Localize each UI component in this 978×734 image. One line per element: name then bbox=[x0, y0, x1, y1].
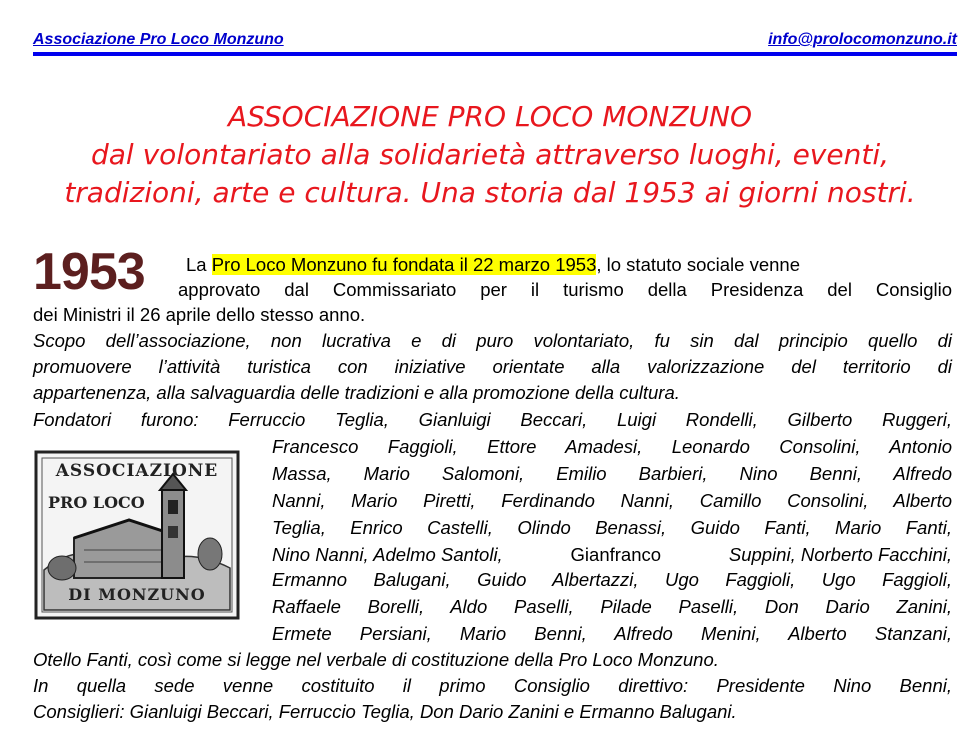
stamp-text-top: ASSOCIAZIONE bbox=[55, 461, 219, 481]
stamp-text-bottom: DI MONZUNO bbox=[68, 585, 206, 604]
founders-line-6: Nino Nanni, Adelmo Santoli, Gianfranco Suppini, Norberto Facchini, bbox=[272, 544, 952, 565]
document-title bbox=[20, 98, 960, 212]
founders-line-4: Nanni, Mario Piretti, Ferdinando Nanni, Camillo Consolini, Alberto bbox=[272, 490, 952, 511]
intro-line-2: approvato dal Commissariato per il turismo della Presidenza del Consiglio bbox=[178, 279, 952, 300]
scope-line-3: appartenenza, alla salvaguardia delle tradizioni e alla promozione della cultura. bbox=[33, 382, 680, 403]
founders-line-2: Francesco Faggioli, Ettore Amadesi, Leonardo Consolini, Antonio bbox=[272, 436, 952, 457]
founders-line-3: Massa, Mario Salomoni, Emilio Barbieri, Nino Benni, Alfredo bbox=[272, 463, 952, 484]
header-email-link[interactable]: info@prolocomonzuno.it bbox=[768, 31, 957, 48]
council-line-1: In quella sede venne costituito il primo Consiglio direttivo: Presidente Nino Benni, bbox=[33, 675, 952, 696]
founders-line-5: Teglia, Enrico Castelli, Olindo Benassi, Guido Fanti, Mario Fanti, bbox=[272, 517, 952, 538]
intro-line-1: La Pro Loco Monzuno fu fondata il 22 marzo 1953, lo statuto sociale venne bbox=[186, 254, 800, 275]
founders-line-8: Raffaele Borelli, Aldo Paselli, Pilade Paselli, Don Dario Zanini, bbox=[272, 596, 952, 617]
scope-line-1: Scopo dell’associazione, non lucrativa e di puro volontariato, fu sin dal principio quello di bbox=[33, 330, 952, 351]
year-heading: 1953 bbox=[33, 243, 145, 301]
council-line-2: Consiglieri: Gianluigi Beccari, Ferruccio Teglia, Don Dario Zanini e Ermanno Balugani. bbox=[33, 701, 737, 722]
header-org: Associazione Pro Loco Monzuno bbox=[33, 31, 284, 48]
title-line-1: ASSOCIAZIONE PRO LOCO MONZUNO bbox=[227, 100, 753, 133]
founders-line-7: Ermanno Balugani, Guido Albertazzi, Ugo Faggioli, Ugo Faggioli, bbox=[272, 569, 952, 590]
title-line-3: tradizioni, arte e cultura. Una storia dal 1953 ai giorni nostri. bbox=[64, 176, 916, 209]
stamp-text-mid: PRO LOCO bbox=[48, 493, 145, 512]
founders-line-1: Fondatori furono: Ferruccio Teglia, Gianluigi Beccari, Luigi Rondelli, Gilberto Ruggeri, bbox=[33, 409, 952, 430]
pro-loco-stamp-image bbox=[34, 450, 240, 620]
founders-line-10: Otello Fanti, così come si legge nel verbale di costituzione della Pro Loco Monzuno. bbox=[33, 649, 719, 670]
founders-line-9: Ermete Persiani, Mario Benni, Alfredo Menini, Alberto Stanzani, bbox=[272, 623, 952, 644]
founding-highlight: Pro Loco Monzuno fu fondata il 22 marzo 1953 bbox=[211, 254, 597, 275]
page-header bbox=[33, 28, 957, 56]
scope-line-2: promuovere l’attività turistica con iniziative orientate alla valorizzazione del territorio di bbox=[33, 356, 952, 377]
intro-line-3: dei Ministri il 26 aprile dello stesso anno. bbox=[33, 304, 366, 325]
title-line-2: dal volontariato alla solidarietà attraverso luoghi, eventi, bbox=[91, 138, 889, 171]
